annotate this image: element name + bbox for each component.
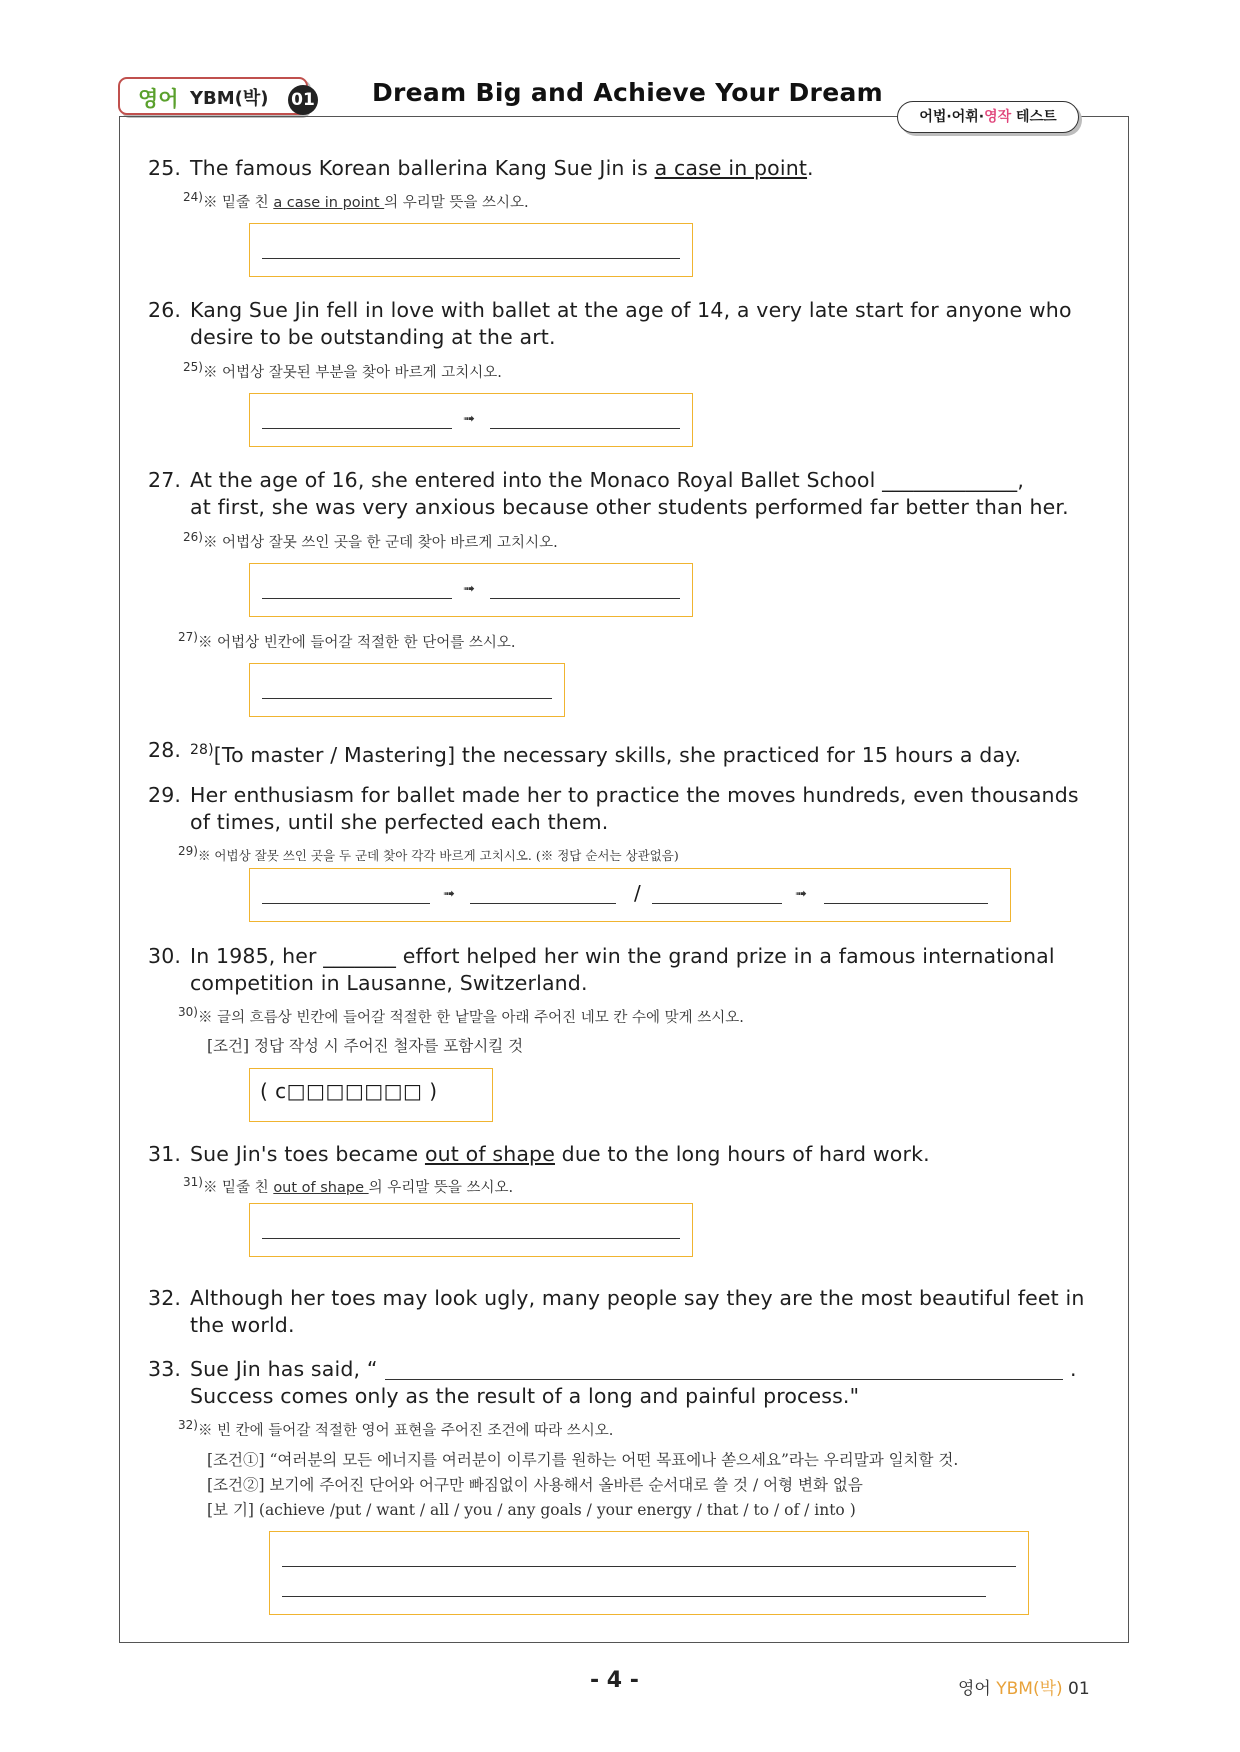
page-title: Dream Big and Achieve Your Dream xyxy=(372,78,883,107)
question-30 xyxy=(148,943,1108,997)
answer-box-26[interactable] xyxy=(249,563,693,617)
answer-box-32[interactable] xyxy=(269,1531,1029,1615)
question-number: 29. xyxy=(148,783,182,807)
question-32 xyxy=(148,1285,1108,1339)
sub-text-end: 의 우리말 뜻을 쓰시오. xyxy=(384,194,529,211)
question-33 xyxy=(148,1356,1108,1410)
publisher-label: YBM(박) xyxy=(190,88,269,109)
question-number: 27. xyxy=(148,468,182,492)
answer-box-30[interactable] xyxy=(249,1068,493,1122)
answer-line-correct xyxy=(490,598,680,599)
question-text-end: due to the long hours of hard work. xyxy=(554,1142,930,1166)
answer-box-29[interactable] xyxy=(249,868,1011,922)
question-text-end: . xyxy=(807,156,814,180)
footer-subject: 영어 xyxy=(958,1679,997,1699)
separator-slash: / xyxy=(634,881,641,905)
question-number: 31. xyxy=(148,1142,182,1166)
sub-text: ※ 어법상 잘못 쓰인 곳을 한 군데 찾아 바르게 고치시오. xyxy=(202,534,558,551)
word-bank: [보 기] (achieve /put / want / all / you / any goals / your energy / that / to / of / into ) xyxy=(207,1501,856,1519)
question-25 xyxy=(148,155,1108,182)
question-text-line2: competition in Lausanne, Switzerland. xyxy=(190,971,588,995)
sub-number: 31) xyxy=(183,1175,203,1189)
question-number: 26. xyxy=(148,298,182,322)
arrow-icon: ➟ xyxy=(463,581,475,597)
test-type-tab xyxy=(897,101,1079,133)
question-text-line1: At the age of 16, she entered into the Monaco Royal Ballet School _____________, xyxy=(190,468,1025,492)
sub-question-27 xyxy=(178,630,515,652)
test-type-suffix: 테스트 xyxy=(1011,109,1057,125)
sub-number: 29) xyxy=(178,844,198,858)
answer-line-wrong xyxy=(262,598,452,599)
footer-tag xyxy=(958,1674,1090,1699)
sub-number: 26) xyxy=(183,530,203,544)
test-type-prefix: 어법·어휘· xyxy=(919,109,985,125)
question-number: 33. xyxy=(148,1357,182,1381)
underlined-phrase: a case in point xyxy=(654,156,808,180)
question-26 xyxy=(148,297,1108,351)
sub-number: 30) xyxy=(178,1005,198,1019)
test-type-highlight: 영작 xyxy=(984,109,1012,125)
condition-2: [조건②] 보기에 주어진 단어와 어구만 빠짐없이 사용해서 올바른 순서대로 쓸 것 / 어형 변화 없음 xyxy=(207,1476,863,1494)
sub-text: ※ 밑줄 친 xyxy=(202,1179,274,1196)
question-29 xyxy=(148,782,1108,836)
answer-line-2 xyxy=(282,1596,986,1597)
answer-line-1 xyxy=(282,1566,1016,1567)
sub-text: ※ 어법상 잘못 쓰인 곳을 두 군데 찾아 각각 바르게 고치시오. (※ 정답 순서는 상관없음) xyxy=(197,848,679,864)
question-text-line2: Success comes only as the result of a long and painful process." xyxy=(190,1384,860,1408)
answer-line-correct-2 xyxy=(824,903,988,904)
question-28 xyxy=(148,737,1108,769)
sub-question-29 xyxy=(178,844,679,864)
sub-question-32 xyxy=(178,1418,613,1440)
answer-line-wrong-2 xyxy=(652,903,782,904)
footer-publisher: YBM(박) xyxy=(996,1679,1063,1699)
sub-question-26 xyxy=(183,530,558,552)
sub-text: ※ 밑줄 친 xyxy=(202,194,274,211)
question-number: 25. xyxy=(148,156,182,180)
answer-line xyxy=(262,698,552,699)
arrow-icon: ➟ xyxy=(463,411,475,427)
sub-text: ※ 어법상 빈칸에 들어갈 적절한 한 단어를 쓰시오. xyxy=(197,634,516,651)
answer-box-24[interactable] xyxy=(249,223,693,277)
answer-box-31[interactable] xyxy=(249,1203,693,1257)
answer-line xyxy=(262,258,680,259)
sub-number: 32) xyxy=(178,1418,198,1432)
sub-question-30 xyxy=(178,1005,744,1027)
underlined-phrase: out of shape xyxy=(424,1142,555,1166)
answer-line xyxy=(262,1238,680,1239)
question-text-line2: of times, until she perfected each them. xyxy=(190,810,609,834)
letter-hint: ( c□□□□□□□ ) xyxy=(260,1079,438,1103)
question-27 xyxy=(148,467,1128,521)
question-text: The famous Korean ballerina Kang Sue Jin is xyxy=(190,156,655,180)
question-text-line2: desire to be outstanding at the art. xyxy=(190,325,556,349)
question-text-line1: Her enthusiasm for ballet made her to practice the moves hundreds, even thousands xyxy=(190,783,1079,807)
sub-question-31 xyxy=(183,1175,513,1197)
question-number: 28. xyxy=(148,738,182,762)
sub-number: 27) xyxy=(178,630,198,644)
sub-underlined: out of shape xyxy=(273,1179,369,1196)
question-text-line1: In 1985, her _______ effort helped her win the grand prize in a famous international xyxy=(190,944,1055,968)
question-number: 32. xyxy=(148,1286,182,1310)
page-number: - 4 - xyxy=(590,1668,639,1693)
sub-number: 25) xyxy=(183,360,203,374)
question-text-line2: the world. xyxy=(190,1313,295,1337)
sub-question-24 xyxy=(183,190,529,212)
condition-1: [조건①] “여러분의 모든 에너지를 여러분이 이루기를 원하는 어떤 목표에나 쏟으세요”라는 우리말과 일치할 것. xyxy=(207,1451,959,1469)
condition-text: [조건] 정답 작성 시 주어진 철자를 포함시킬 것 xyxy=(207,1037,524,1055)
question-text-start: Sue Jin has said, “ xyxy=(190,1357,378,1381)
question-text-end: . xyxy=(1070,1357,1077,1381)
answer-line-wrong-1 xyxy=(262,903,430,904)
sub-text-end: 의 우리말 뜻을 쓰시오. xyxy=(368,1179,514,1196)
subject-label: 영어 xyxy=(138,87,179,111)
footer-unit: 01 xyxy=(1062,1679,1090,1699)
blank-line xyxy=(385,1379,1063,1380)
question-text-line2: at first, she was very anxious because other students performed far better than her. xyxy=(190,495,1069,519)
sub-text: ※ 어법상 잘못된 부분을 찾아 바르게 고치시오. xyxy=(202,364,502,381)
question-sup: 28) xyxy=(190,742,214,758)
answer-line-correct xyxy=(490,428,680,429)
question-31 xyxy=(148,1141,1108,1168)
question-number: 30. xyxy=(148,944,182,968)
question-text-line1: Although her toes may look ugly, many people say they are the most beautiful feet in xyxy=(190,1286,1085,1310)
sub-underlined: a case in point xyxy=(273,194,385,211)
answer-line-wrong xyxy=(262,428,452,429)
arrow-icon: ➟ xyxy=(443,886,455,902)
unit-badge: 01 xyxy=(288,85,318,115)
question-text: [To master / Mastering] the necessary skills, she practiced for 15 hours a day. xyxy=(213,742,1022,767)
sub-number: 24) xyxy=(183,190,203,204)
sub-text: ※ 글의 흐름상 빈칸에 들어갈 적절한 한 낱말을 아래 주어진 네모 칸 수에 맞게 쓰시오. xyxy=(197,1009,744,1026)
answer-box-25[interactable] xyxy=(249,393,693,447)
answer-box-27[interactable] xyxy=(249,663,565,717)
sub-question-25 xyxy=(183,360,502,382)
question-text: Sue Jin's toes became xyxy=(190,1142,425,1166)
question-text-line1: Kang Sue Jin fell in love with ballet at the age of 14, a very late start for anyone who xyxy=(190,298,1072,322)
sub-text: ※ 빈 칸에 들어갈 적절한 영어 표현을 주어진 조건에 따라 쓰시오. xyxy=(197,1422,614,1439)
arrow-icon: ➟ xyxy=(795,886,807,902)
answer-line-correct-1 xyxy=(470,903,616,904)
